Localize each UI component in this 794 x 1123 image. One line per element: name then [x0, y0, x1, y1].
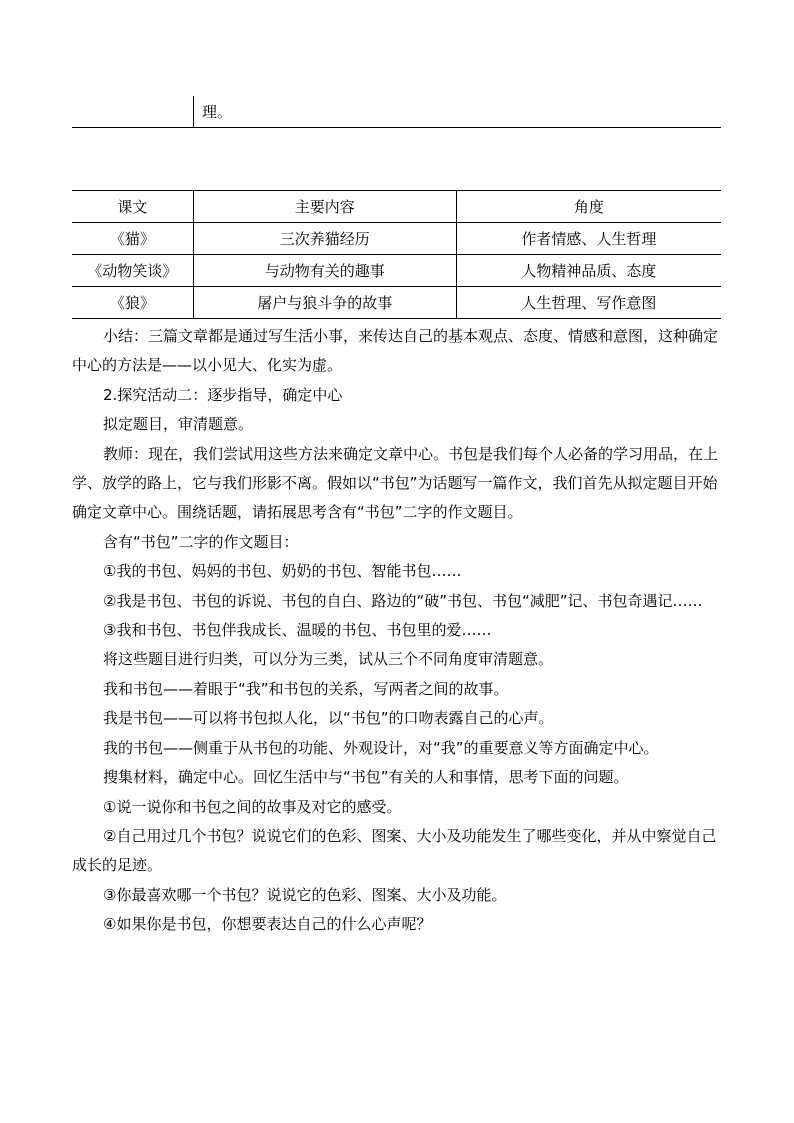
table-cell: 与动物有关的趣事 [193, 255, 456, 287]
previous-table-fragment [72, 96, 721, 128]
header-cell-content: 主要内容 [193, 191, 456, 223]
table-row [72, 223, 721, 255]
step-heading: 拟定题目，审清题意。 [103, 415, 254, 434]
table-cell: 屠户与狼斗争的故事 [193, 287, 456, 319]
section-heading: 2.探究活动二：逐步指导，确定中心 [103, 385, 343, 404]
question-item: ④如果你是书包，你想要表达自己的什么心声呢？ [103, 915, 432, 934]
title-list-item: ②我是书包、书包的诉说、书包的自白、路边的“破”书包、书包“减肥”记、书包奇遇记…… [103, 591, 703, 610]
teacher-paragraph: 教师：现在，我们尝试用这些方法来确定文章中心。书包是我们每个人必备的学习用品，在上学、放学的路上，它与我们形影不离。假如以“书包”为话题写一篇作文，我们首先从拟定题目开始确定文章中心。围绕话题，请拓展思考含有“书包”二字的作文题目。 [72, 444, 719, 522]
table-cell: 作者情感、人生哲理 [456, 223, 721, 255]
table-cell: 三次养猫经历 [193, 223, 456, 255]
title-list-item: ①我的书包、妈妈的书包、奶奶的书包、智能书包…… [103, 562, 462, 581]
table-cell: 人物精神品质、态度 [456, 255, 721, 287]
text-summary-table [72, 190, 721, 319]
question-item: ②自己用过几个书包？说说它们的色彩、图案、大小及功能发生了哪些变化，并从中察觉自己成长的足迹。 [72, 826, 717, 875]
table-cell: 《动物笑谈》 [72, 255, 193, 287]
lesson-body [72, 322, 726, 940]
table-cell: 《猫》 [72, 223, 193, 255]
classification-paragraph: 将这些题目进行归类，可以分为三类，试从三个不同角度审清题意。 [103, 650, 554, 669]
column-divider [193, 96, 194, 127]
table-row [72, 255, 721, 287]
table-header-row [72, 191, 721, 223]
continued-cell-text: 理。 [202, 103, 233, 121]
question-item: ①说一说你和书包之间的故事及对它的感受。 [103, 797, 402, 816]
category-paragraph: 我是书包——可以将书包拟人化，以“书包”的口吻表露自己的心声。 [103, 709, 554, 728]
titles-intro: 含有“书包”二字的作文题目： [103, 532, 299, 551]
category-paragraph: 我和书包——着眼于“我”和书包的关系，写两者之间的故事。 [103, 679, 509, 698]
table-cell: 《狼》 [72, 287, 193, 319]
title-list-item: ③我和书包、书包伴我成长、温暖的书包、书包里的爱…… [103, 621, 492, 640]
table-cell: 人生哲理、写作意图 [456, 287, 721, 319]
header-cell-text: 课文 [72, 191, 193, 223]
category-paragraph: 我的书包——侧重于从书包的功能、外观设计，对“我”的重要意义等方面确定中心。 [103, 738, 659, 757]
table-row [72, 287, 721, 319]
header-cell-angle: 角度 [456, 191, 721, 223]
materials-paragraph: 搜集材料，确定中心。回忆生活中与“书包”有关的人和事情，思考下面的问题。 [103, 768, 629, 787]
question-item: ③你最喜欢哪一个书包？说说它的色彩、图案、大小及功能。 [103, 885, 507, 904]
summary-paragraph: 小结：三篇文章都是通过写生活小事，来传达自己的基本观点、态度、情感和意图，这种确定中心的方法是——以小见大、化实为虚。 [72, 327, 719, 375]
